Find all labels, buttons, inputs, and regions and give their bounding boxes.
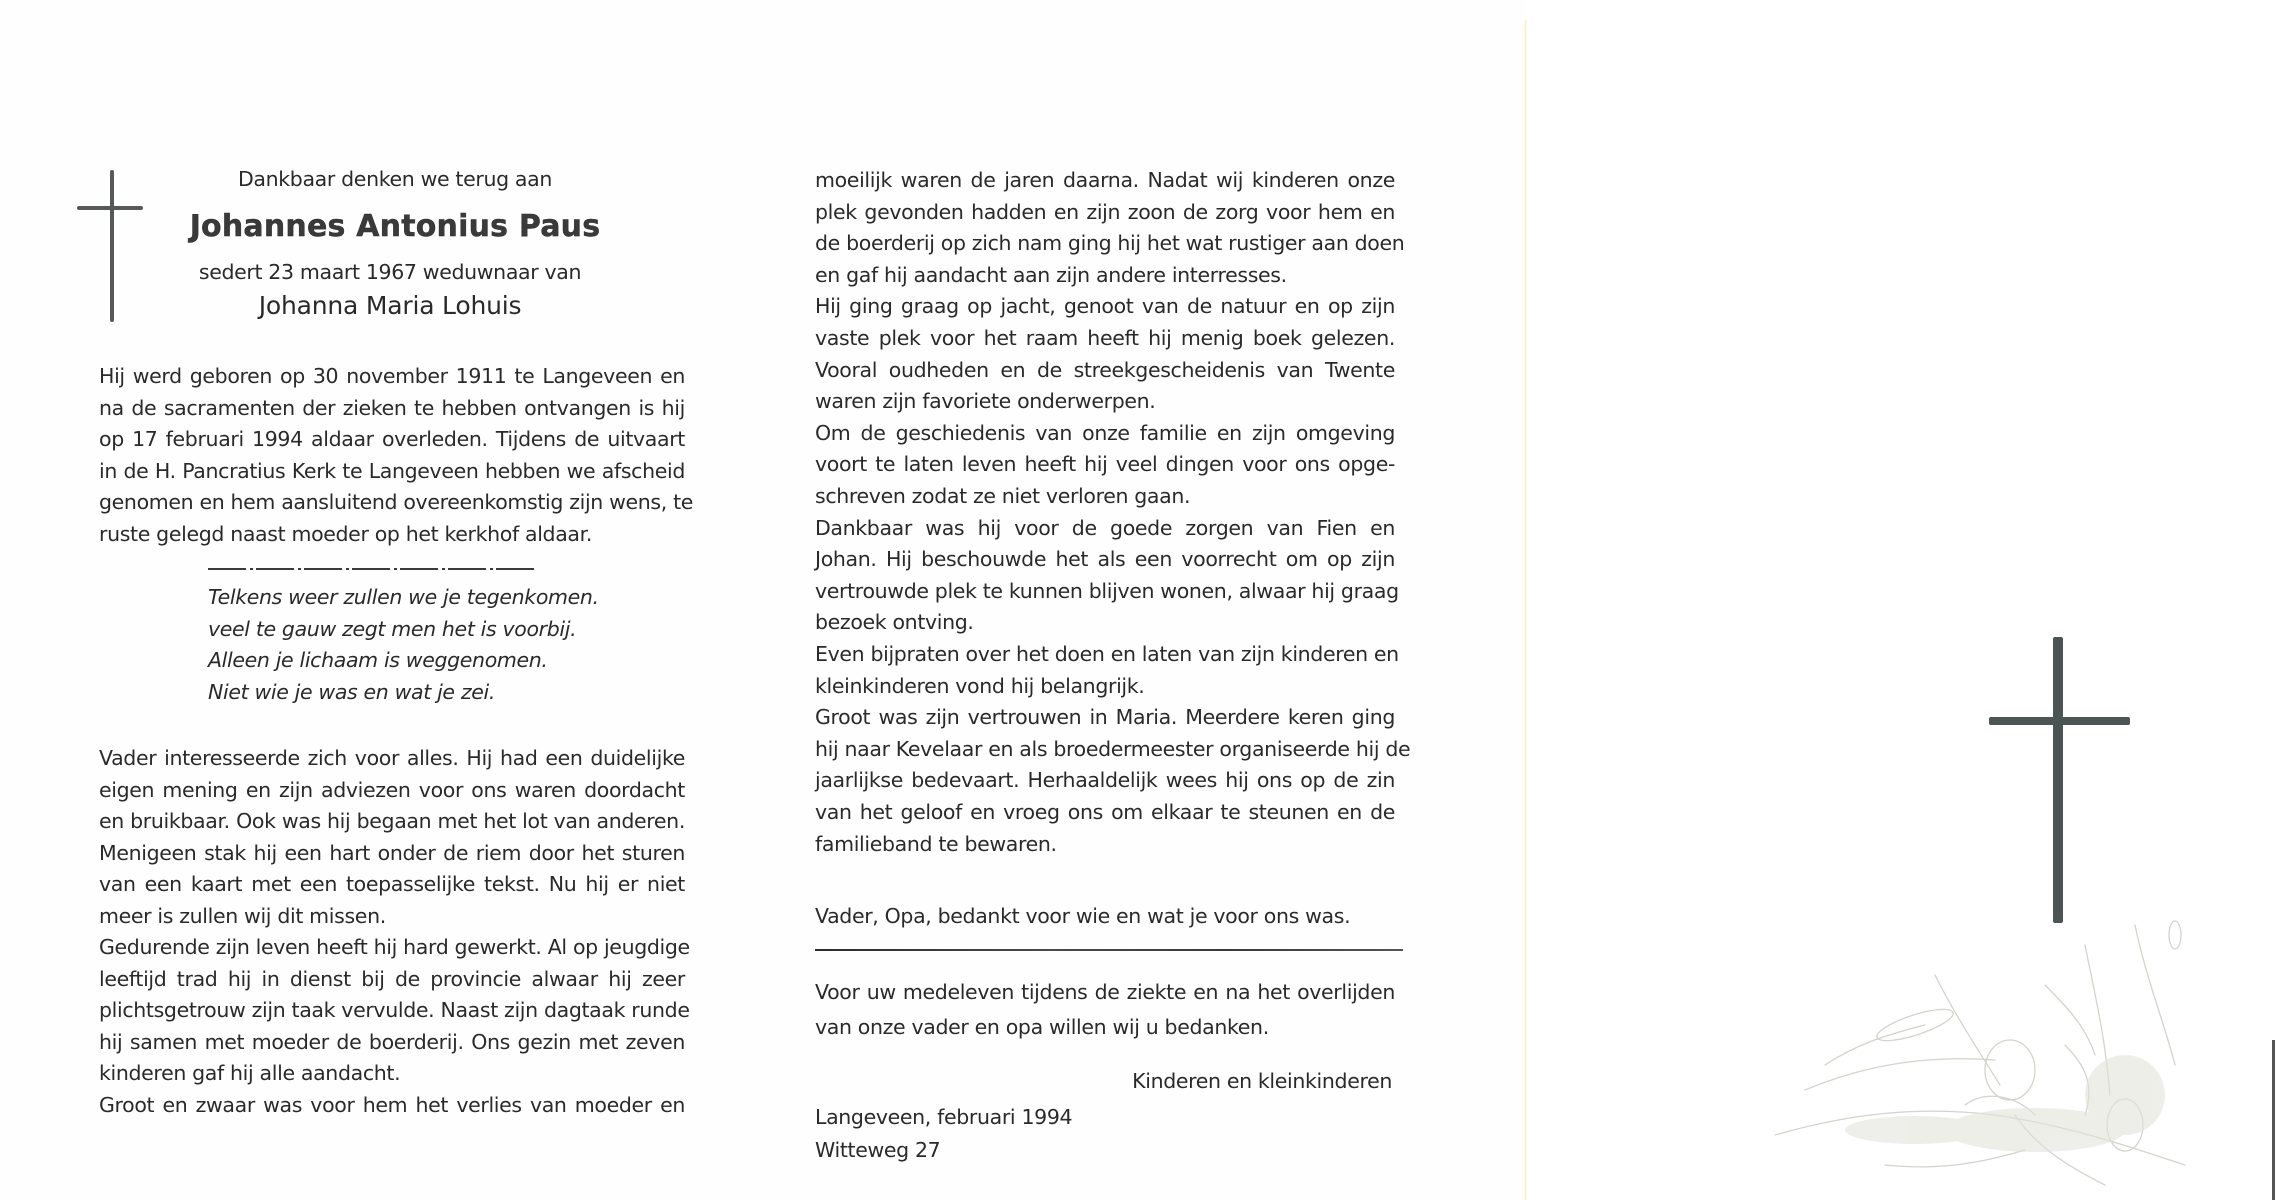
paragraph-line: Om de geschiedenis van onze familie en zijn omgeving (815, 420, 1395, 445)
paragraph-line: van het geloof en vroeg ons om elkaar te steunen en de (815, 800, 1395, 824)
separator-dash (208, 568, 246, 570)
separator-dash (448, 568, 486, 570)
paragraph-line: Hij werd geboren op 30 november 1911 te Langeveen en (99, 364, 685, 388)
paragraph-line: bezoek ontving. (815, 610, 974, 635)
paragraph-line: Johan. Hij beschouwde het als een voorrecht om op zijn (815, 547, 1395, 572)
divider-rule (815, 949, 1403, 951)
paragraph-line: waren zijn favoriete onderwerpen. (815, 389, 1156, 414)
paragraph-line: voort te laten leven heeft hij veel dingen voor ons opge- (815, 452, 1395, 477)
separator-dot (490, 568, 493, 570)
paragraph-line: Groot was zijn vertrouwen in Maria. Meerdere keren ging (815, 705, 1395, 730)
floral-decoration-icon (1765, 915, 2235, 1200)
separator-dash (352, 568, 390, 570)
paragraph-line: op 17 februari 1994 aldaar overleden. Tijdens de uitvaart (99, 427, 685, 451)
paragraph-line: meer is zullen wij dit missen. (99, 903, 386, 928)
paragraph-line: jaarlijkse bedevaart. Herhaaldelijk wees hij ons op de zin (815, 768, 1395, 793)
paragraph-line: eigen mening en zijn adviezen voor ons waren doordacht (99, 777, 685, 802)
separator-dot (250, 568, 253, 570)
paragraph-line: plek gevonden hadden en zijn zoon de zorg voor hem en (815, 199, 1395, 224)
paragraph-line: schreven zodat ze niet verloren gaan. (815, 484, 1191, 508)
paragraph-line: leeftijd trad hij in dienst bij de provincie alwaar hij zeer (99, 966, 685, 991)
scan-edge (2272, 1040, 2275, 1200)
place-date: Langeveen, februari 1994 (815, 1105, 1073, 1129)
paragraph-line: familieband te bewaren. (815, 831, 1057, 856)
spouse-name: Johanna Maria Lohuis (258, 291, 522, 320)
separator-dot (442, 568, 445, 570)
paragraph-line: plichtsgetrouw zijn taak vervulde. Naast zijn dagtaak runde (99, 998, 690, 1022)
paragraph-line: hij samen met moeder de boerderij. Ons gezin met zeven (99, 1029, 685, 1054)
separator-dot (394, 568, 397, 570)
thanks-line: Voor uw medeleven tijdens de ziekte en na het overlijden (815, 980, 1395, 1004)
poem-line: Alleen je lichaam is weggenomen. (208, 648, 548, 673)
paragraph-line: ruste gelegd naast moeder op het kerkhof aldaar. (99, 521, 592, 546)
paragraph-line: vertrouwde plek te kunnen blijven wonen, alwaar hij graag (815, 578, 1399, 603)
signature: Kinderen en kleinkinderen (1132, 1069, 1392, 1093)
paragraph-line: Gedurende zijn leven heeft hij hard gewerkt. Al op jeugdige (99, 935, 690, 959)
paragraph-line: Menigeen stak hij een hart onder de riem door het sturen (99, 840, 685, 865)
paragraph-line: en gaf hij aandacht aan zijn andere interresses. (815, 262, 1287, 287)
paragraph-line: Vooral oudheden en de streekgescheidenis van Twente (815, 357, 1395, 382)
separator-dot (298, 568, 301, 570)
fold-line (1524, 20, 1527, 1200)
paragraph-line: Hij ging graag op jacht, genoot van de natuur en op zijn (815, 294, 1395, 319)
paragraph-line: Groot en zwaar was voor hem het verlies van moeder en (99, 1092, 685, 1117)
paragraph-line: Vader interesseerde zich voor alles. Hij had een duidelijke (99, 746, 685, 770)
separator-dot (346, 568, 349, 570)
dash-dot-separator (208, 568, 553, 570)
paragraph-line: vaste plek voor het raam heeft hij menig boek gelezen. (815, 326, 1395, 350)
poem-line: Telkens weer zullen we je tegenkomen. (208, 585, 599, 609)
separator-dash (256, 568, 294, 570)
paragraph-line: moeilijk waren de jaren daarna. Nadat wij kinderen onze (815, 168, 1395, 192)
paragraph-line: hij naar Kevelaar en als broedermeester organiseerde hij de (815, 736, 1411, 761)
paragraph-line: kleinkinderen vond hij belangrijk. (815, 673, 1145, 698)
farewell-line: Vader, Opa, bedankt voor wie en wat je voor ons was. (815, 904, 1351, 928)
paragraph-line: na de sacramenten der zieken te hebben ontvangen is hij (99, 395, 685, 420)
poem-line: Niet wie je was en wat je zei. (208, 680, 496, 705)
paragraph-line: van een kaart met een toepasselijke tekst. Nu hij er niet (99, 872, 685, 896)
paragraph-line: genomen en hem aansluitend overeenkomstig zijn wens, te (99, 490, 694, 514)
paragraph-line: kinderen gaf hij alle aandacht. (99, 1061, 401, 1085)
thanks-line: van onze vader en opa willen wij u bedanken. (815, 1015, 1269, 1039)
widower-line: sedert 23 maart 1967 weduwnaar van (198, 260, 582, 284)
deceased-name: Johannes Antonius Paus (189, 209, 601, 244)
separator-dash (400, 568, 438, 570)
intro-text: Dankbaar denken we terug aan (238, 167, 552, 191)
paragraph-line: in de H. Pancratius Kerk te Langeveen hebben we afscheid (99, 458, 685, 483)
paragraph-line: Even bijpraten over het doen en laten van zijn kinderen en (815, 642, 1399, 666)
paragraph-line: Dankbaar was hij voor de goede zorgen van Fien en (815, 515, 1395, 540)
address: Witteweg 27 (815, 1138, 941, 1162)
separator-dash (496, 568, 534, 570)
poem-line: veel te gauw zegt men het is voorbij. (208, 616, 577, 641)
separator-dash (304, 568, 342, 570)
paragraph-line: en bruikbaar. Ook was hij begaan met het lot van anderen. (99, 809, 685, 833)
paragraph-line: de boerderij op zich nam ging hij het wat rustiger aan doen (815, 231, 1405, 256)
